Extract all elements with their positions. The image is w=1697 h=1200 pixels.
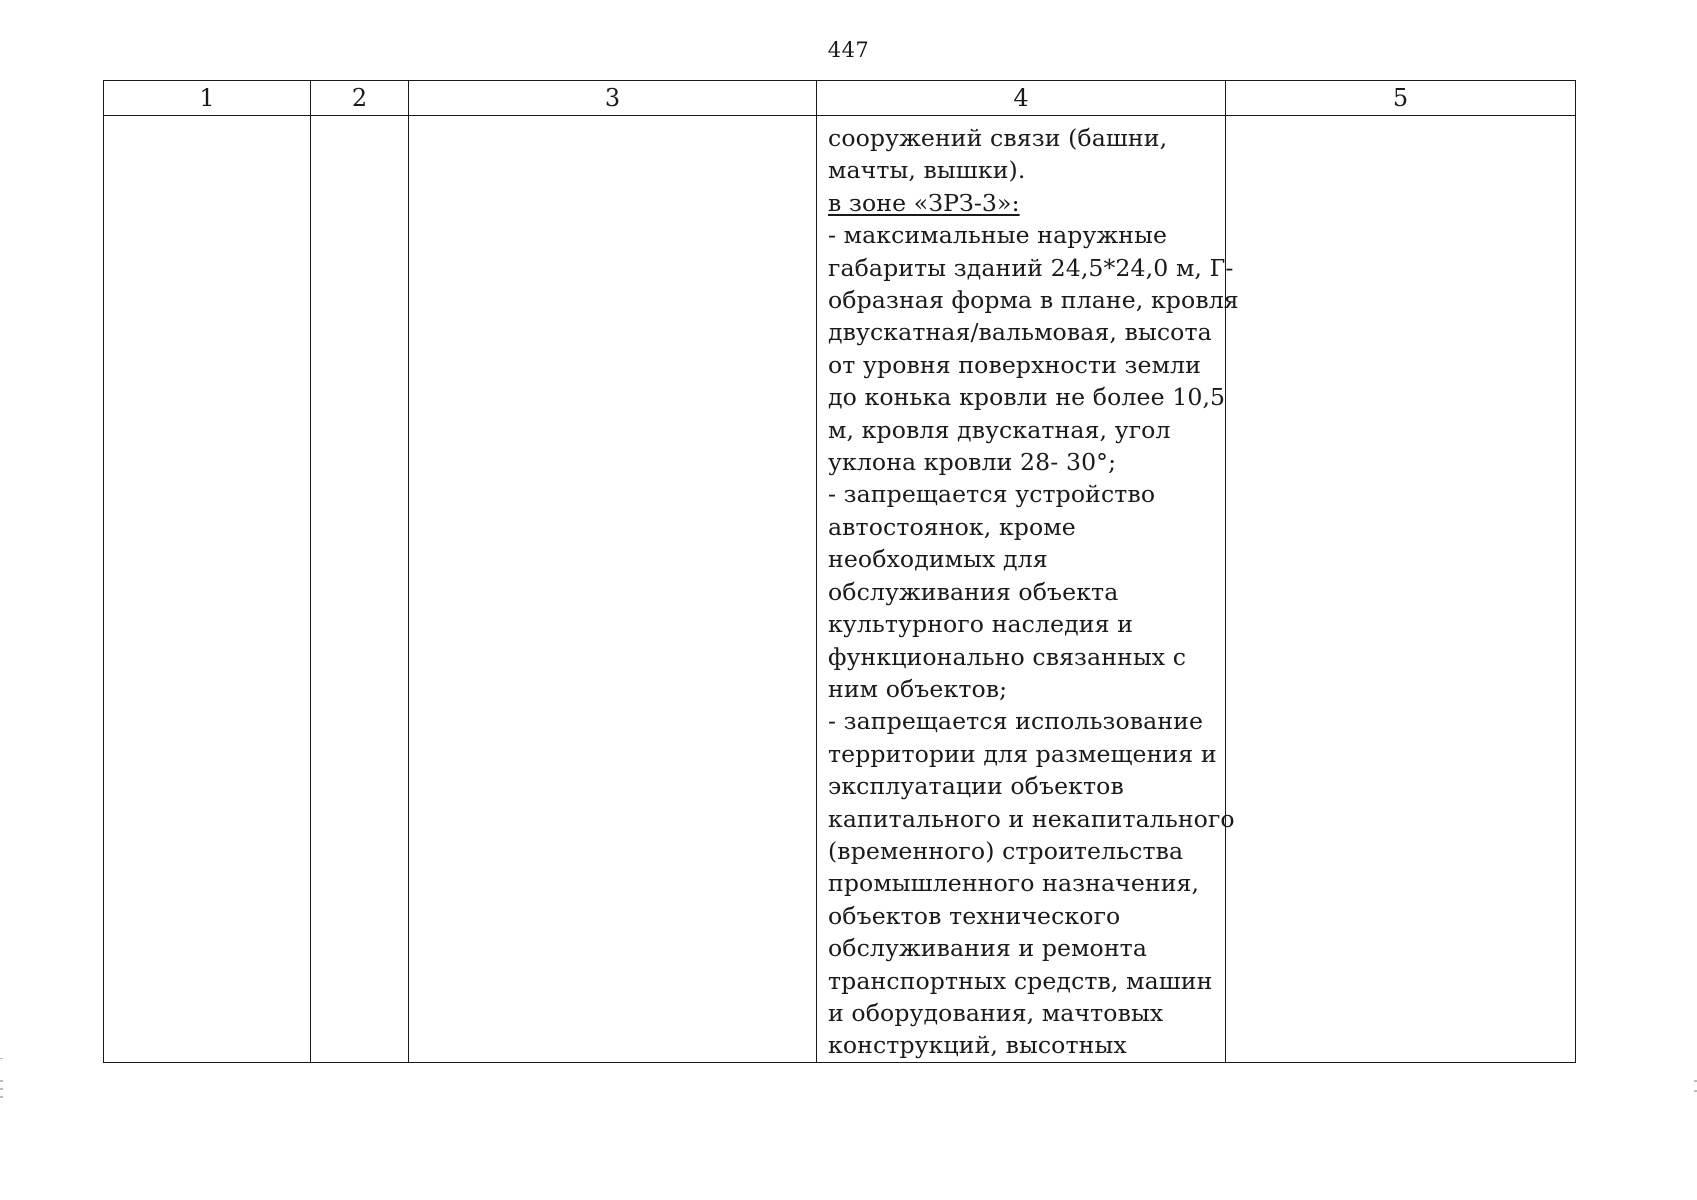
text-line: культурного наследия и [828, 610, 1134, 639]
text-line: мачты, вышки). [828, 156, 1026, 185]
column-header-5: 5 [1226, 81, 1576, 116]
text-line: от уровня поверхности земли [828, 350, 1201, 379]
scan-speck [0, 1096, 3, 1098]
text-line: автостоянок, кроме [828, 512, 1076, 541]
text-line: м, кровля двускатная, угол [828, 415, 1171, 444]
text-line: промышленного назначения, [828, 869, 1200, 898]
text-line: (временного) строительства [828, 836, 1184, 865]
text-line: капитального и некапитального [828, 804, 1235, 833]
document-table [103, 80, 1576, 1063]
page-number: 447 [827, 38, 870, 62]
table-header-row [104, 81, 1576, 116]
text-line: до конька кровли не более 10,5 [828, 383, 1226, 412]
text-line: территории для размещения и [828, 739, 1217, 768]
text-line: обслуживания и ремонта [828, 934, 1147, 963]
column-header-3: 3 [409, 81, 817, 116]
scan-speck [0, 1080, 3, 1082]
text-line: - запрещается устройство [828, 480, 1156, 509]
text-line: - запрещается использование [828, 707, 1204, 736]
text-line: необходимых для [828, 545, 1048, 574]
text-line: уклона кровли 28- 30°; [828, 448, 1117, 477]
requirements-text [817, 116, 1239, 1062]
text-line: двускатная/вальмовая, высота [828, 318, 1212, 347]
column-header-1: 1 [104, 81, 311, 116]
text-line: обслуживания объекта [828, 577, 1119, 606]
scan-speck [0, 1058, 3, 1059]
text-line: функционально связанных с [828, 642, 1187, 671]
column-header-4: 4 [817, 81, 1226, 116]
table-row [104, 116, 1576, 1063]
text-line: ним объектов; [828, 674, 1008, 703]
text-line: объектов технического [828, 901, 1121, 930]
text-line: эксплуатации объектов [828, 772, 1124, 801]
cell-col-4 [817, 116, 1239, 1063]
text-line: конструкций, высотных [828, 1031, 1127, 1060]
cell-col-1 [104, 116, 311, 1063]
text-line: сооружений связи (башни, [828, 124, 1168, 152]
cell-col-2 [311, 116, 409, 1063]
zone-heading: в зоне «ЗРЗ-3»: [828, 188, 1020, 217]
scan-speck [0, 1088, 3, 1090]
text-line: образная форма в плане, кровля [828, 286, 1239, 315]
text-line: габариты зданий 24,5*24,0 м, Г- [828, 253, 1234, 282]
text-line: и оборудования, мачтовых [828, 998, 1164, 1027]
column-header-2: 2 [311, 81, 409, 116]
text-line: - максимальные наружные [828, 221, 1168, 250]
text-line: транспортных средств, машин [828, 966, 1213, 995]
cell-col-5 [1226, 116, 1576, 1063]
cell-col-3 [409, 116, 817, 1063]
